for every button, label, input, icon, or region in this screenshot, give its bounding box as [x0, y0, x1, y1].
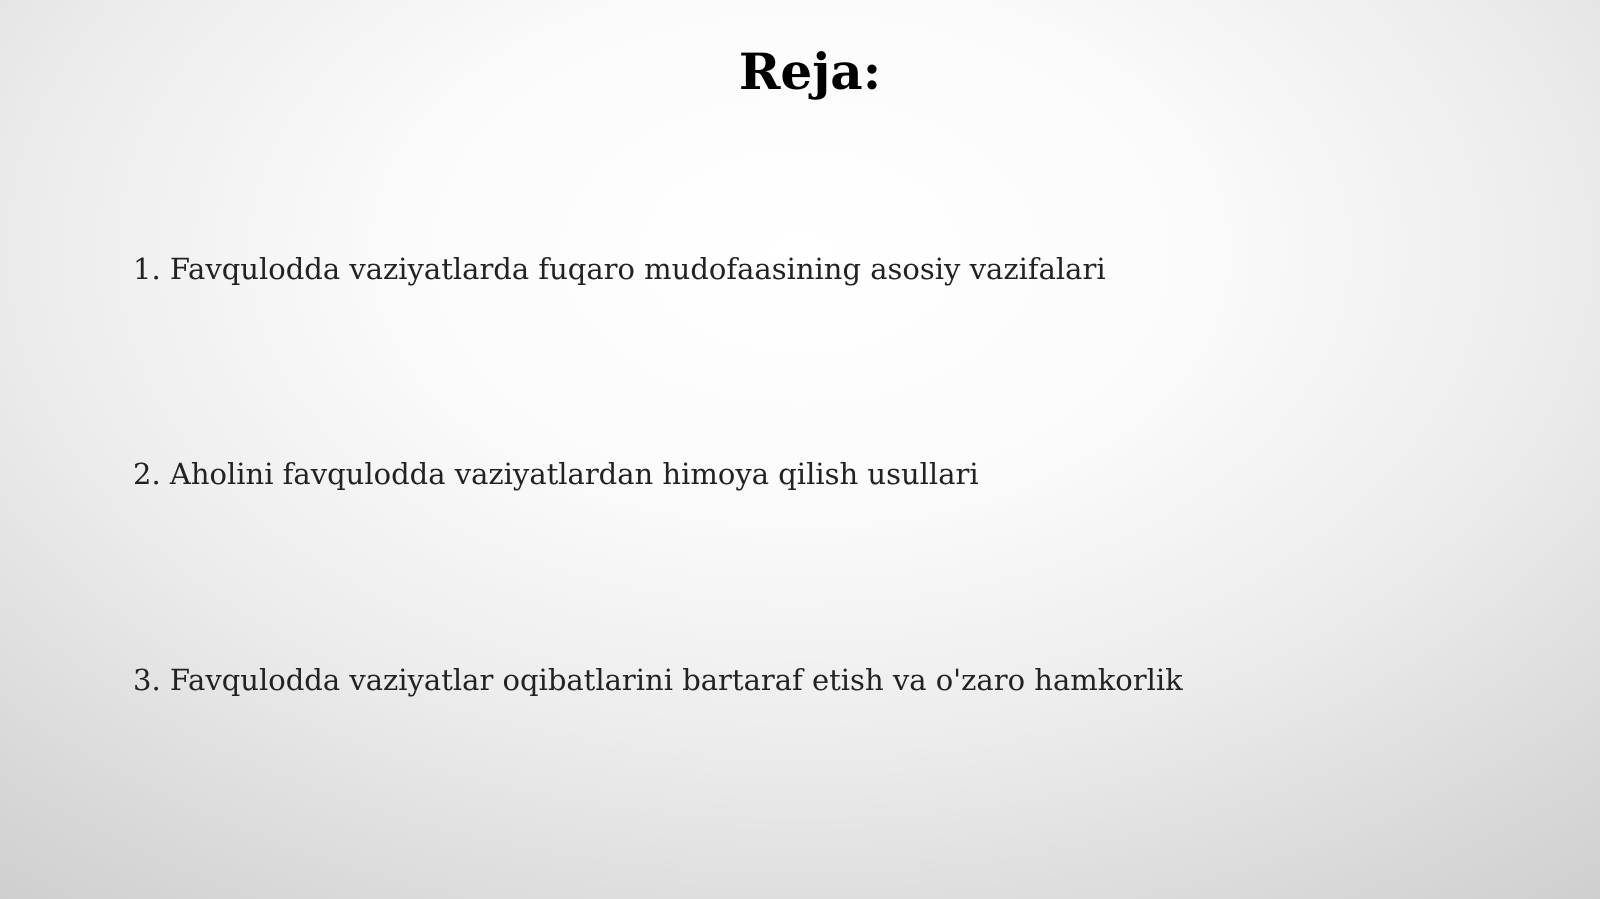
plan-item-2: 2. Aholini favqulodda vaziyatlardan himoya qilish usullari — [133, 457, 979, 491]
slide-title: Reja: — [738, 42, 882, 101]
plan-item-1: 1. Favqulodda vaziyatlarda fuqaro mudofaasining asosiy vazifalari — [133, 252, 1106, 286]
plan-item-3: 3. Favqulodda vaziyatlar oqibatlarini bartaraf etish va o'zaro hamkorlik — [133, 663, 1183, 697]
